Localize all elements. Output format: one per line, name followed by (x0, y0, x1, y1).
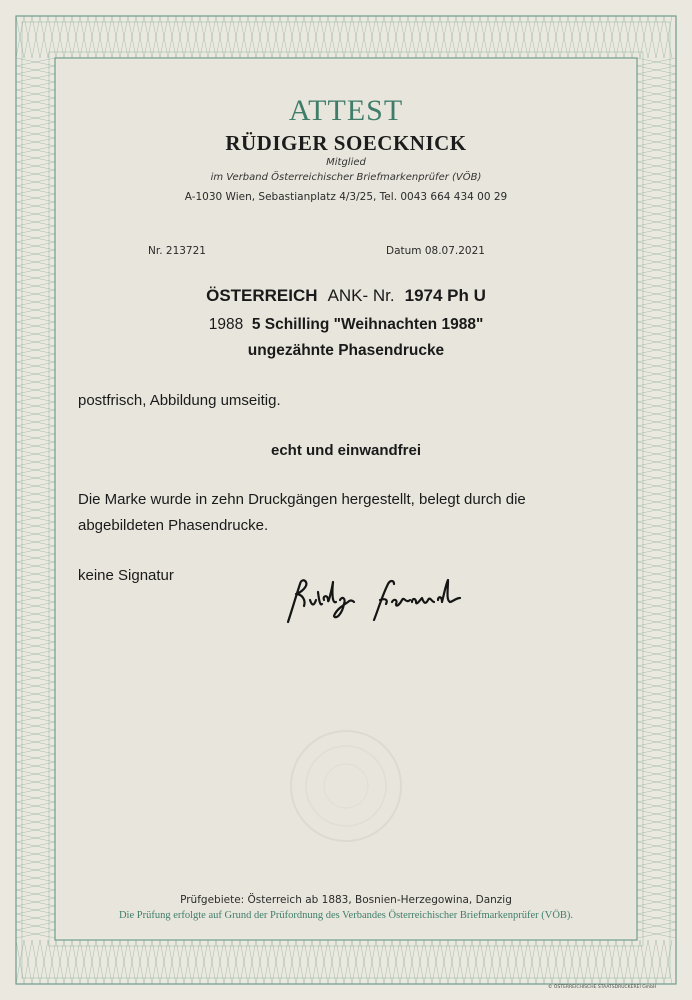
association-line: im Verband Österreichischer Briefmarkenprüfer (VÖB) (210, 172, 482, 183)
item-description-line (0, 316, 692, 334)
catalog-number: 1974 Ph U (404, 286, 486, 305)
embossed-seal (288, 728, 404, 844)
country: ÖSTERREICH (206, 286, 318, 305)
condition-text: postfrisch, Abbildung umseitig. (78, 392, 281, 409)
note-line-1: Die Marke wurde in zehn Druckgängen hergestellt, belegt durch die (78, 491, 526, 508)
handwritten-signature (270, 570, 480, 630)
examiner-address: A-1030 Wien, Sebastianplatz 4/3/25, Tel. 0043 664 434 00 29 (184, 191, 508, 203)
item-identification (0, 286, 692, 306)
stamp-description: 5 Schilling "Weihnachten 1988" (251, 316, 484, 333)
examiner-name: RÜDIGER SOECKNICK (225, 131, 467, 155)
issue-year: 1988 (208, 316, 244, 333)
item-variant: ungezähnte Phasendrucke (247, 342, 445, 359)
printer-imprint: © ÖSTERREICHISCHE STAATSDRUCKEREI GmbH (548, 985, 657, 990)
examination-areas: Prüfgebiete: Österreich ab 1883, Bosnien-Herzegowina, Danzig (180, 894, 512, 906)
signature-note: keine Signatur (78, 567, 174, 584)
examination-basis: Die Prüfung erfolgte auf Grund der Prüfordnung des Verbandes Österreichischer Briefmarkenprüfer (VÖB). (118, 910, 574, 921)
note-line-2: abgebildeten Phasendrucke. (78, 517, 269, 534)
catalog-label: ANK- Nr. (327, 286, 395, 305)
certificate-date: Datum 08.07.2021 (386, 245, 485, 257)
verdict-text: echt und einwandfrei (270, 442, 421, 459)
membership-label: Mitglied (326, 157, 366, 168)
document-title: ATTEST (288, 94, 404, 127)
certificate-number: Nr. 213721 (148, 245, 206, 257)
